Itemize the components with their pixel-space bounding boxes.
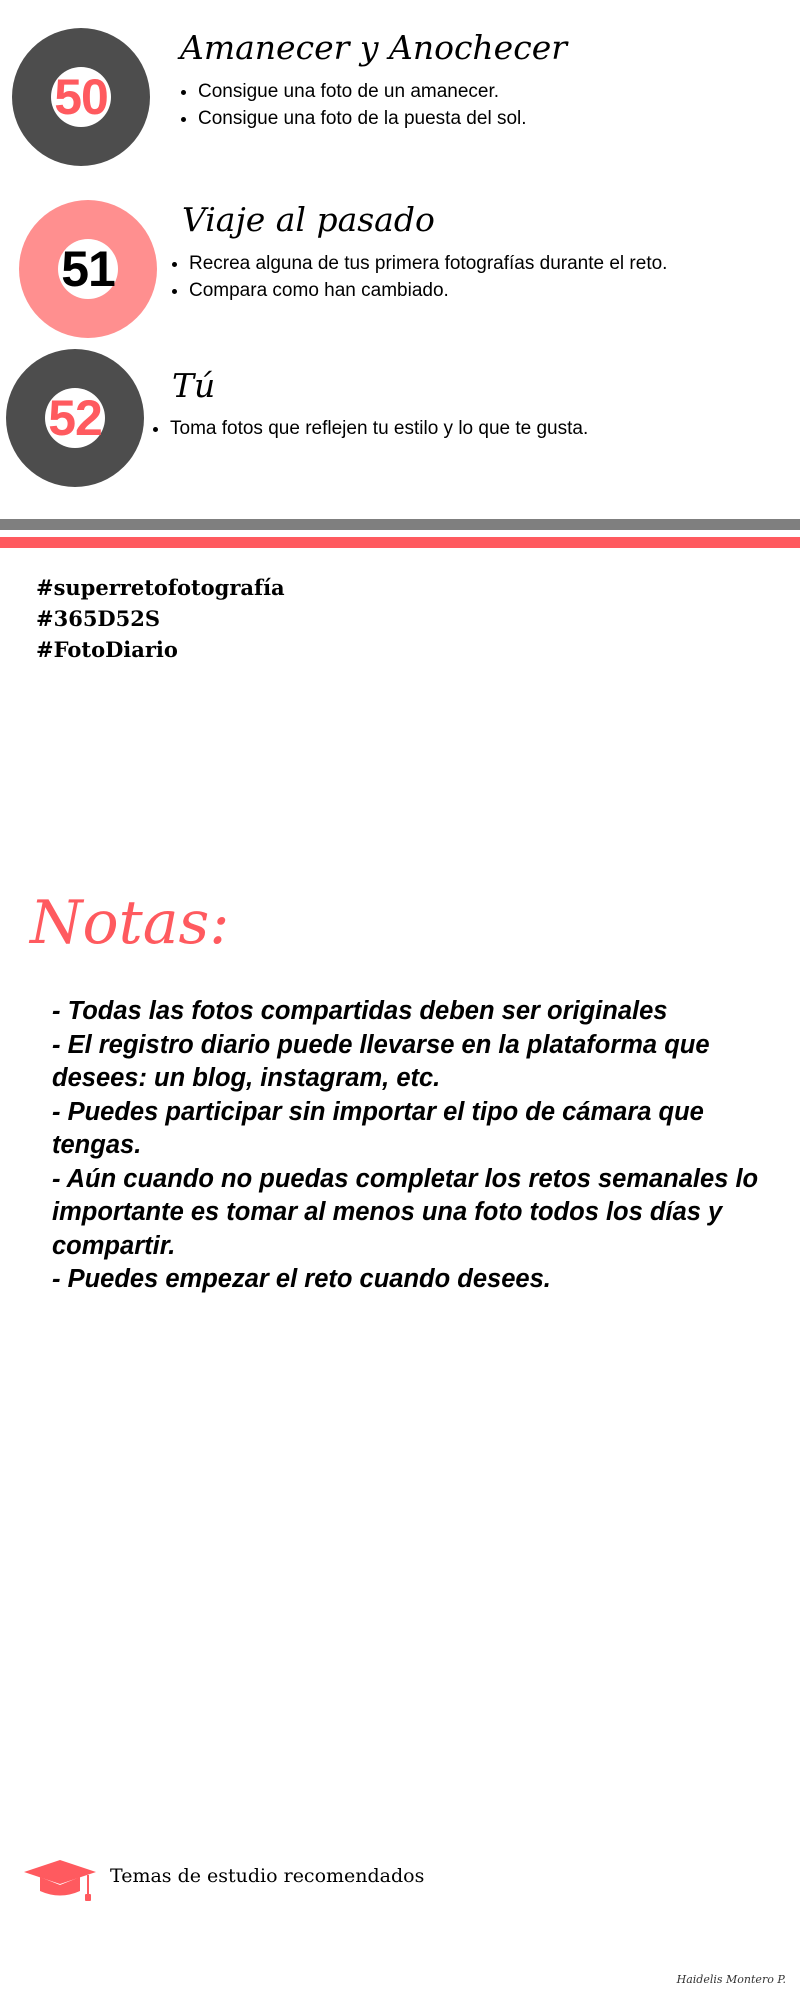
week-number: 50 [54,69,108,125]
footer-link-text[interactable]: Temas de estudio recomendados [110,1865,425,1887]
week-task-item: • Toma fotos que reflejen tu estilo y lo que te gusta. [170,415,588,442]
week-number: 52 [48,390,102,446]
week-task-list [166,250,667,304]
note-line: - Puedes participar sin importar el tipo de cámara que tengas. [52,1097,704,1159]
week-task-list [147,415,588,442]
week-title: Viaje al pasado [182,200,435,239]
note-line: - Puedes empezar el reto cuando desees. [52,1265,551,1293]
hashtag: #365D52S [36,606,161,631]
accent-divider [0,537,800,548]
gray-divider [0,519,800,530]
week-task-item: • Consigue una foto de la puesta del sol. [198,105,527,132]
week-task-list [175,78,527,132]
week-number-badge [12,28,150,166]
note-line: - El registro diario puede llevarse en la plataforma que desees: un blog, instagram, etc. [52,1030,710,1092]
week-task-item: • Compara como han cambiado. [189,277,667,304]
author-signature: Haidelis Montero P. [676,1973,786,1986]
notes-title: Notas: [30,888,230,958]
week-number: 51 [61,241,115,297]
note-line: - Aún cuando no puedas completar los retos semanales lo importante es tomar al menos una foto todos los días y compartir. [52,1164,759,1260]
week-title: Amanecer y Anochecer [180,28,567,67]
hashtag: #FotoDiario [36,637,178,662]
graduation-cap-icon [22,1858,98,1902]
notes-list [52,995,787,1297]
note-line: - Todas las fotos compartidas deben ser originales [52,997,668,1025]
week-number-badge [6,349,144,487]
week-task-item: • Recrea alguna de tus primera fotografías durante el reto. [189,250,667,277]
week-number-badge [19,200,157,338]
week-task-item: • Consigue una foto de un amanecer. [198,78,527,105]
hashtag-list [36,572,285,665]
hashtag: #superretofotografía [36,575,285,600]
week-title: Tú [172,366,216,405]
